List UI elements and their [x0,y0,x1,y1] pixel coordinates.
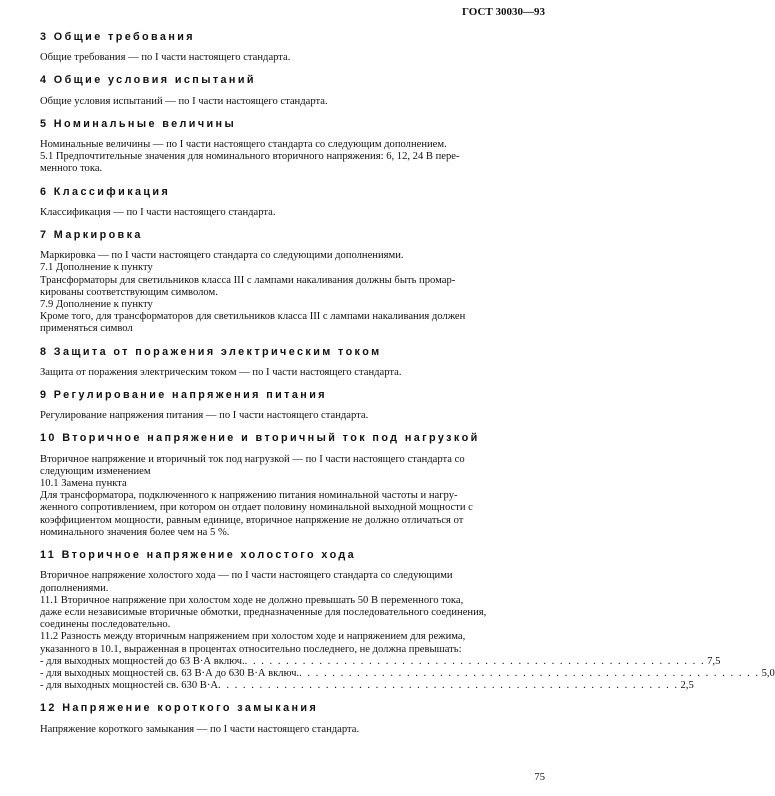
paragraph: даже если независимые вторичные обмотки, предназначенные для последовательного соединения, [40,606,487,618]
paragraph: 11.1 Вторичное напряжение при холостом ходе не должно превышать 50 В переменного тока, [40,594,464,606]
paragraph: кированы соответствующим символом. [40,286,218,298]
paragraph: следующим изменением [40,465,151,477]
section-8 [40,346,545,379]
table-row [40,680,694,692]
leader-dots: . . . . . . . . . . . . . . . . . . . . . . . . . . . . . . . . . . . . . . . . . . . . . . . . . . . . . . . . [244,655,706,667]
section-6 [40,186,545,219]
table-row [40,655,721,668]
paragraph: 10.1 Замена пункта [40,478,127,490]
table-row [40,667,775,680]
paragraph: 11.2 Разность между вторичным напряжением при холостом ходе и напряжением для режима, [40,631,466,643]
paragraph: женного сопротивлением, при котором он отдает половину номинальной выходной мощности с [40,502,473,514]
page-content [40,31,775,746]
paragraph: соединены последовательно. [40,619,171,631]
section-9 [40,389,545,422]
paragraph: Защита от поражения электрическим током — по I части настоящего стандарта. [40,366,402,378]
section-11 [40,549,775,692]
section-heading: 3 Общие требования [40,31,195,43]
row-label: - для выходных мощностей св. 63 В·А до 630 В·А включ. [40,667,300,679]
standard-header: ГОСТ 30030—93 [462,6,545,18]
paragraph: Маркировка — по I части настоящего стандарта со следующими дополнениями. [40,250,404,262]
paragraph: номинального значения более чем на 5 %. [40,526,230,538]
paragraph: Общие условия испытаний — по I части настоящего стандарта. [40,95,328,107]
section-heading: 9 Регулирование напряжения питания [40,389,327,402]
paragraph: Кроме того, для трансформаторов для светильников класса III с лампами накаливания должен [40,311,466,323]
leader-dots: . . . . . . . . . . . . . . . . . . . . . . . . . . . . . . . . . . . . . . . . . . . . . . . . . . . . . . . . [218,680,679,692]
paragraph: 7.1 Дополнение к пункту [40,262,153,274]
row-label: - для выходных мощностей до 63 В·А включ. [40,655,245,667]
section-heading: 5 Номинальные величины [40,117,237,130]
page-number: 75 [534,772,545,783]
section-7 [40,229,545,336]
section-4 [40,74,545,107]
paragraph: Общие требования — по I части настоящего стандарта. [40,52,291,64]
row-label: - для выходных мощностей св. 630 В·А [40,680,219,692]
row-value: 5,0 [761,667,775,679]
section-heading: 8 Защита от поражения электрическим током [40,345,382,358]
section-10 [40,432,545,539]
section-3 [40,31,545,64]
section-heading: 4 Общие условия испытаний [40,74,256,87]
section-5 [40,118,545,176]
paragraph: Вторичное напряжение холостого хода — по I части настоящего стандарта со следующими [40,570,453,582]
section-heading: 11 Вторичное напряжение холостого хода [40,549,357,562]
paragraph: Трансформаторы для светильников класса III с лампами накаливания должны быть промар- [40,274,456,286]
paragraph: указанного в 10.1, выраженная в процентах относительно последнего, не должна превышать: [40,643,462,655]
paragraph: менного тока. [40,163,103,175]
section-12 [40,702,545,735]
row-value: 7,5 [707,655,721,667]
paragraph: Номинальные величины — по I части настоящего стандарта со следующим дополнением. [40,139,447,151]
paragraph: Напряжение короткого замыкания — по I части настоящего стандарта. [40,723,360,735]
paragraph: дополнениями. [40,582,109,594]
section-heading: 12 Напряжение короткого замыкания [40,702,319,715]
row-value: 2,5 [680,680,694,692]
section-heading: 7 Маркировка [40,229,143,242]
paragraph: Классификация — по I части настоящего стандарта. [40,206,276,218]
paragraph: Для трансформатора, подключенного к напряжению питания номинальной частоты и нагру- [40,490,458,502]
section-heading: 6 Классификация [40,185,171,198]
paragraph: Регулирование напряжения питания — по I части настоящего стандарта. [40,410,369,422]
paragraph: применяться символ [40,323,133,335]
paragraph: коэффициентом мощности, равным единице, вторичное напряжение не должно отличаться от [40,514,464,526]
leader-dots: . . . . . . . . . . . . . . . . . . . . . . . . . . . . . . . . . . . . . . . . . . . . . . . . . . . . . . . . [299,667,760,679]
paragraph: 7.9 Дополнение к пункту [40,299,153,311]
section-heading: 10 Вторичное напряжение и вторичный ток под нагрузкой [40,432,480,445]
paragraph: Вторичное напряжение и вторичный ток под нагрузкой — по I части настоящего стандарта со [40,453,465,465]
paragraph: 5.1 Предпочтительные значения для номинального вторичного напряжения: 6, 12, 24 В пере- [40,151,460,163]
